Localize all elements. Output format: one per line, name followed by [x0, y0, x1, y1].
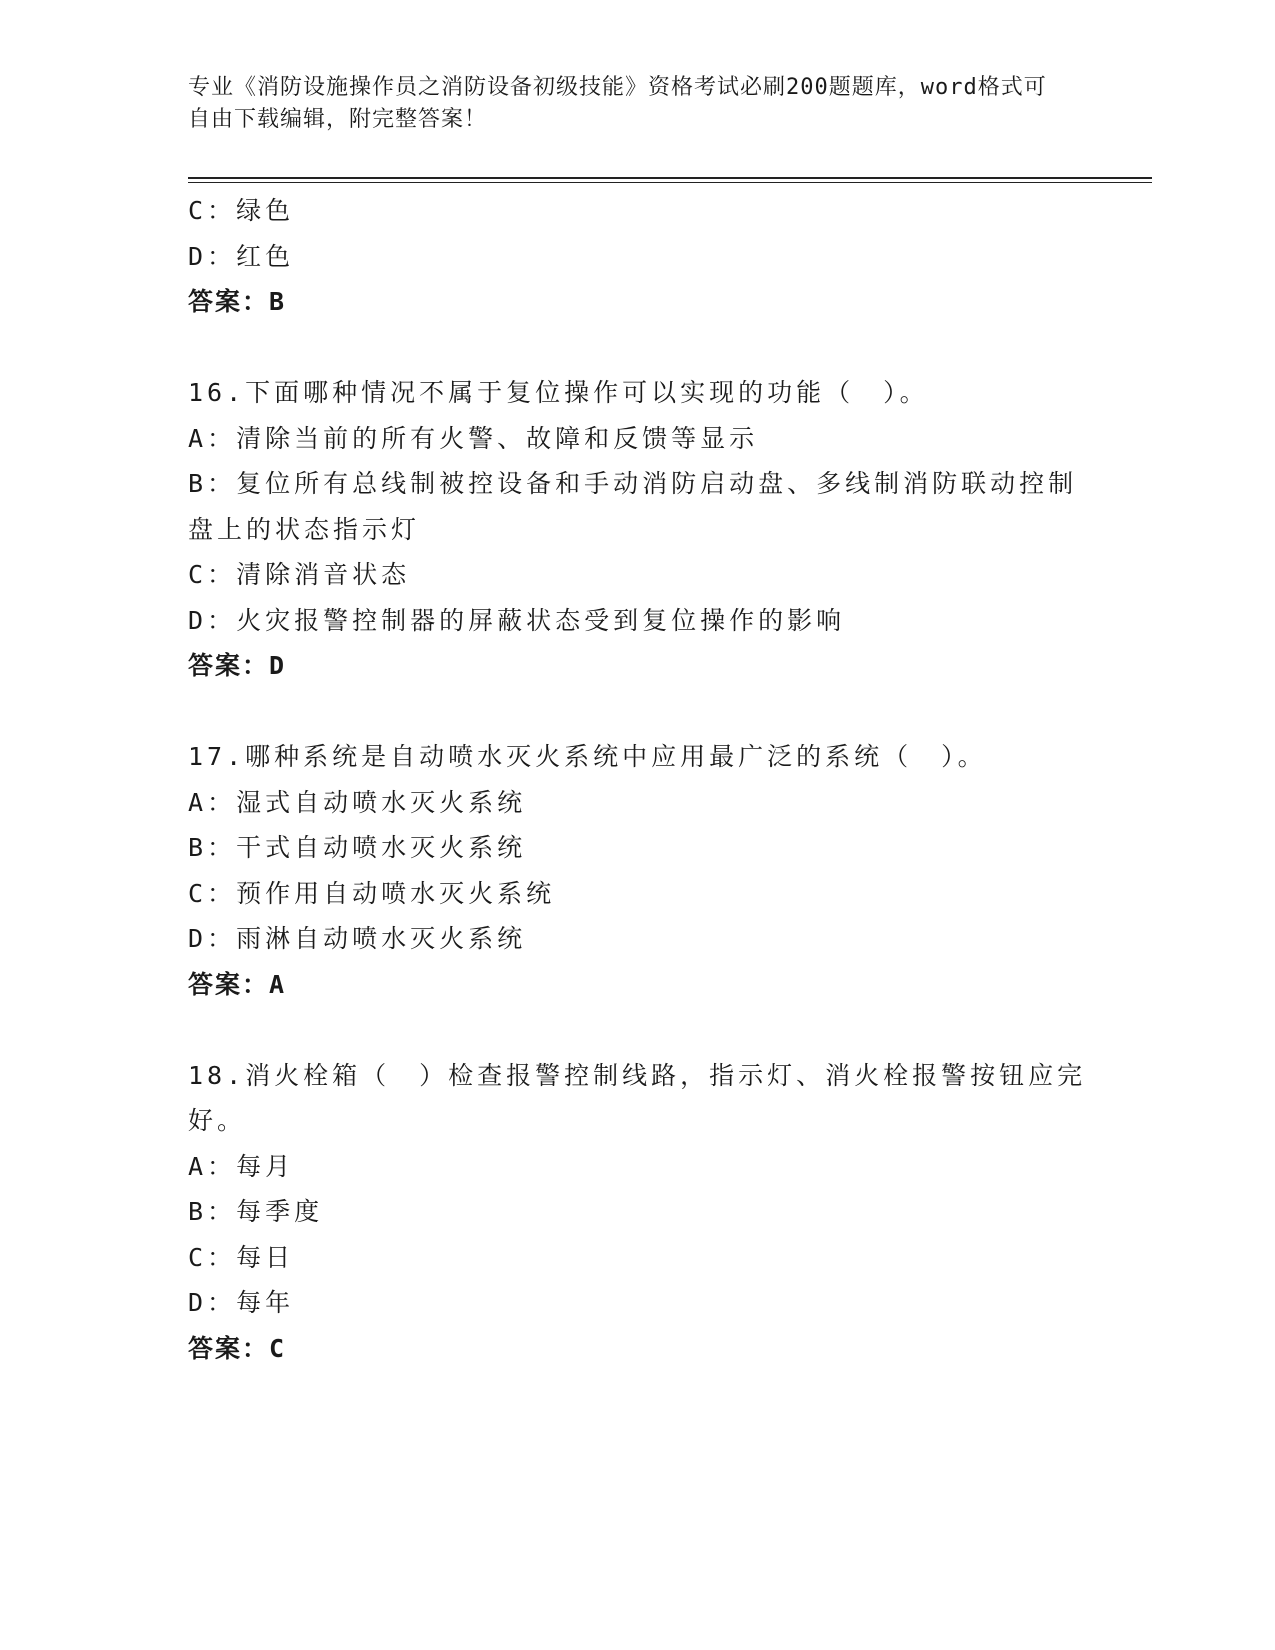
option-text: 干式自动喷水灭火系统 [236, 833, 527, 862]
option-label: B： [188, 833, 237, 862]
option-label: D： [188, 1288, 237, 1317]
answer-line: 答案：D [188, 651, 287, 680]
spacer [188, 689, 1088, 735]
spacer [188, 1007, 1088, 1053]
option-c [188, 871, 1088, 917]
option-text: 预作用自动喷水灭火系统 [236, 878, 556, 908]
option-a [188, 416, 1088, 462]
option-label: B： [188, 469, 237, 498]
option-c [188, 1235, 1088, 1281]
option-text: 火灾报警控制器的屏蔽状态受到复位操作的影响 [236, 605, 846, 635]
option-a [188, 1144, 1088, 1190]
option-text: 绿色 [236, 196, 295, 225]
option-b [188, 1189, 1088, 1235]
answer-line: 答案：C [188, 1333, 287, 1363]
option-c [188, 552, 1088, 598]
option-text: 雨淋自动喷水灭火系统 [236, 924, 527, 953]
option-text: 清除消音状态 [236, 560, 411, 589]
option-b [188, 461, 1088, 552]
answer-line: 答案：B [188, 287, 287, 316]
option-text: 清除当前的所有火警、故障和反馈等显示 [236, 423, 759, 453]
option-text: 湿式自动喷水灭火系统 [236, 787, 527, 817]
option-label: C： [188, 1242, 237, 1272]
option-label: D： [188, 241, 237, 271]
option-d [188, 916, 1088, 962]
header-rule-thick [188, 177, 1152, 179]
option-text: 复位所有总线制被控设备和手动消防启动盘、多线制消防联动控制盘上的状态指示灯 [188, 469, 1078, 544]
header-rule-thin [188, 182, 1152, 183]
option-text: 每日 [236, 1242, 295, 1272]
option-label: A： [188, 1151, 237, 1181]
option-text: 每季度 [236, 1197, 324, 1226]
option-label: A： [188, 787, 237, 817]
question-stem: 16.下面哪种情况不属于复位操作可以实现的功能（ ）。 [188, 378, 929, 407]
option-label: C： [188, 878, 237, 908]
option-c [188, 188, 1088, 234]
option-d [188, 598, 1088, 644]
question-stem: 18.消火栓箱（ ）检查报警控制线路，指示灯、消火栓报警按钮应完好。 [188, 1060, 1087, 1135]
option-label: D： [188, 924, 237, 953]
option-label: D： [188, 605, 237, 635]
option-label: C： [188, 560, 237, 589]
option-label: A： [188, 423, 237, 453]
option-d [188, 1280, 1088, 1326]
question-stem: 17.哪种系统是自动喷水灭火系统中应用最广泛的系统（ ）。 [188, 742, 987, 771]
spacer [188, 325, 1088, 371]
answer-line: 答案：A [188, 969, 287, 999]
option-text: 每年 [236, 1288, 295, 1317]
option-text: 红色 [236, 241, 295, 271]
page-header: 专业《消防设施操作员之消防设备初级技能》资格考试必刷200题题库，word格式可自由下载编辑，附完整答案！ [188, 75, 1047, 132]
question-content [188, 188, 1088, 1371]
option-a [188, 780, 1088, 826]
option-label: C： [188, 196, 237, 225]
option-b [188, 825, 1088, 871]
option-label: B： [188, 1197, 237, 1226]
option-text: 每月 [236, 1151, 295, 1181]
option-d [188, 234, 1088, 280]
